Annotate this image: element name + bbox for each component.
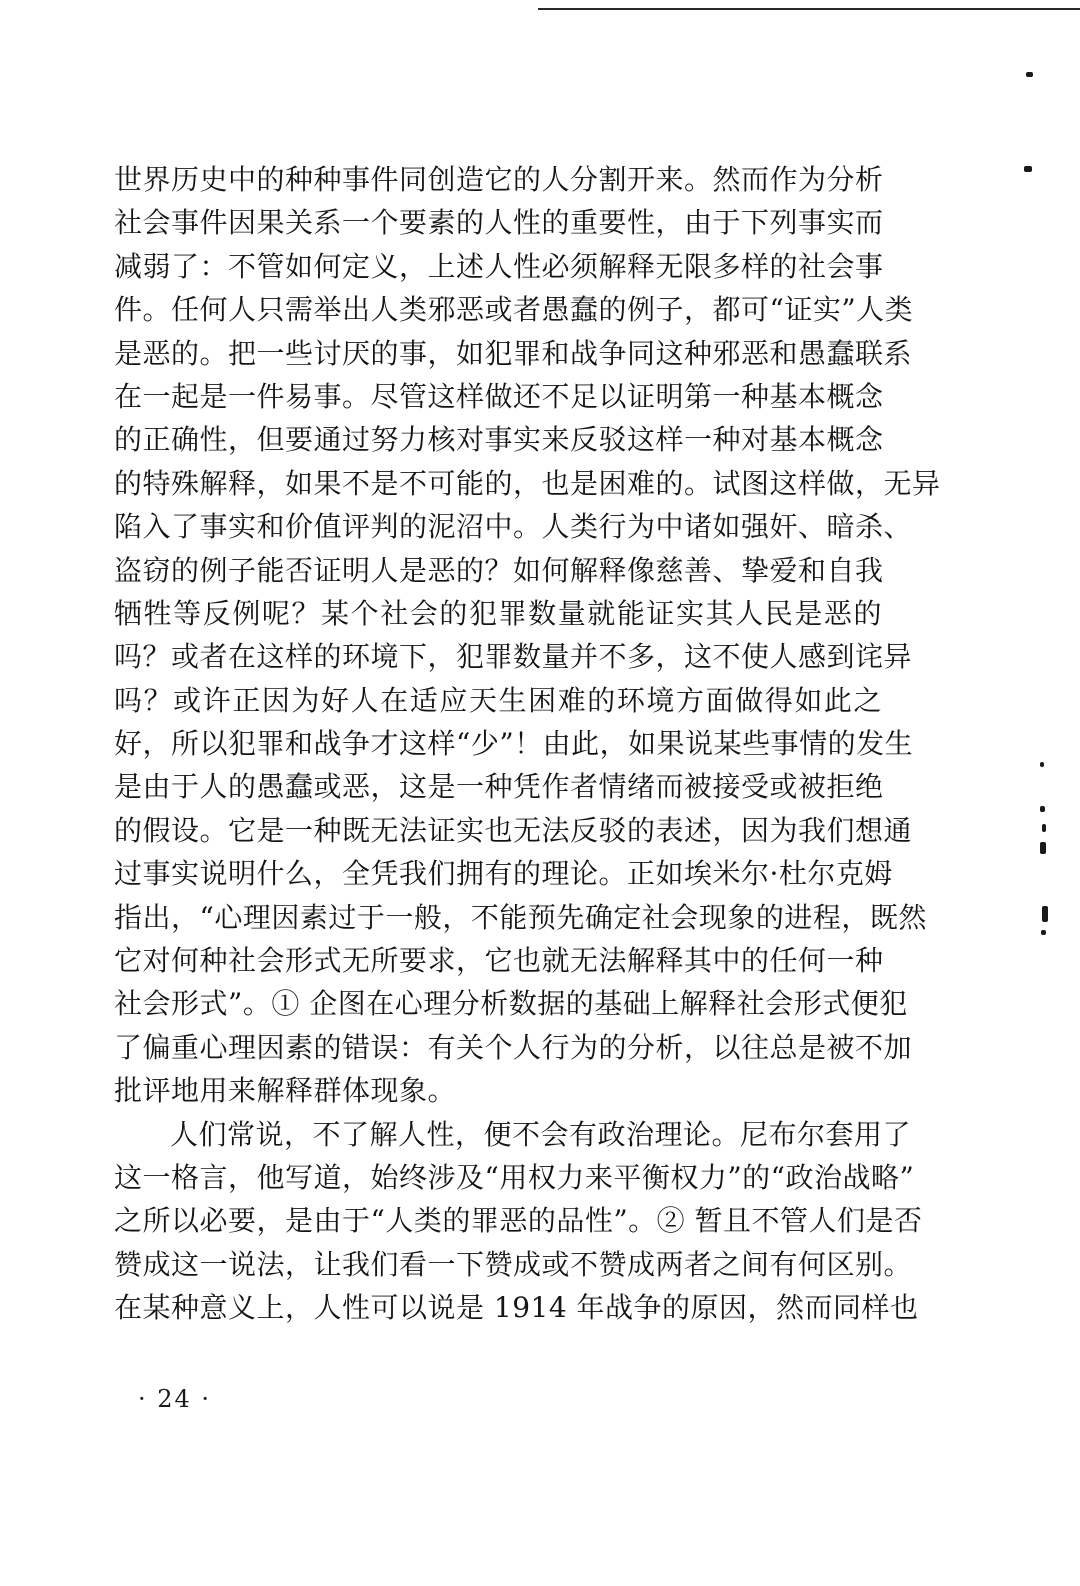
text-line: 好，所以犯罪和战争才这样“少”！由此，如果说某些事情的发生 xyxy=(114,727,914,761)
text-line: 社会事件因果关系一个要素的人性的重要性，由于下列事实而 xyxy=(114,206,884,240)
scan-speck xyxy=(1041,930,1046,935)
text-line: 盗窃的例子能否证明人是恶的？如何解释像慈善、挚爱和自我 xyxy=(114,553,884,587)
text-line: 吗？或许正因为好人在适应天生困难的环境方面做得如此之 xyxy=(114,683,882,717)
text-line: 吗？或者在这样的环境下，犯罪数量并不多，这不使人感到诧异 xyxy=(114,640,913,674)
text-line: 了偏重心理因素的错误：有关个人行为的分析，以往总是被不加 xyxy=(114,1030,913,1064)
text-line: 在一起是一件易事。尽管这样做还不足以证明第一种基本概念 xyxy=(114,379,884,413)
text-line: 的假设。它是一种既无法证实也无法反驳的表述，因为我们想通 xyxy=(114,813,913,847)
text-line: 社会形式”。① 企图在心理分析数据的基础上解释社会形式便犯 xyxy=(114,987,908,1021)
text-line: 的特殊解释，如果不是不可能的，也是困难的。试图这样做，无异 xyxy=(114,466,941,500)
text-line: 是由于人的愚蠢或恶，这是一种凭作者情绪而被接受或被拒绝 xyxy=(114,770,884,804)
text-line: 世界历史中的种种事件同创造它的人分割开来。然而作为分析 xyxy=(114,163,884,196)
top-rule xyxy=(538,8,1080,10)
text-line: 过事实说明什么，全凭我们拥有的理论。正如埃米尔·杜尔克姆 xyxy=(114,857,893,891)
scan-speck xyxy=(1042,824,1046,832)
text-line: 批评地用来解释群体现象。 xyxy=(114,1074,457,1108)
text-line: 它对何种社会形式无所要求，它也就无法解释其中的任何一种 xyxy=(114,944,884,978)
text-line: 牺牲等反例呢？某个社会的犯罪数量就能证实其人民是恶的 xyxy=(114,596,882,630)
scan-speck xyxy=(1026,72,1033,77)
text-line: 的正确性，但要通过努力核对事实来反驳这样一种对基本概念 xyxy=(114,423,884,457)
body-text xyxy=(114,158,941,1330)
page-number: · 24 · xyxy=(138,1385,212,1413)
paragraph-2 xyxy=(114,1113,923,1330)
scan-speck xyxy=(1024,166,1032,172)
text-line: 件。任何人只需举出人类邪恶或者愚蠢的例子，都可“证实”人类 xyxy=(114,293,914,327)
text-line: 之所以必要，是由于“人类的罪恶的品性”。② 暂且不管人们是否 xyxy=(114,1204,923,1238)
text-line: 指出，“心理因素过于一般，不能预先确定社会现象的进程，既然 xyxy=(114,900,927,934)
scan-speck xyxy=(1040,806,1045,812)
paragraph-1 xyxy=(114,158,941,1113)
scan-speck xyxy=(1040,842,1046,854)
text-line: 是恶的。把一些讨厌的事，如犯罪和战争同这种邪恶和愚蠢联系 xyxy=(114,336,913,370)
scan-speck xyxy=(1042,906,1048,922)
text-line: 人们常说，不了解人性，便不会有政治理论。尼布尔套用了 xyxy=(170,1117,912,1151)
scan-speck xyxy=(1040,762,1044,767)
text-line: 陷入了事实和价值评判的泥沼中。人类行为中诸如强奸、暗杀、 xyxy=(114,510,913,544)
text-line: 在某种意义上，人性可以说是 1914 年战争的原因，然而同样也 xyxy=(114,1291,919,1325)
text-line: 这一格言，他写道，始终涉及“用权力来平衡权力”的“政治战略” xyxy=(114,1160,915,1194)
text-line: 减弱了：不管如何定义，上述人性必须解释无限多样的社会事 xyxy=(114,249,884,283)
text-line: 赞成这一说法，让我们看一下赞成或不赞成两者之间有何区别。 xyxy=(114,1247,913,1281)
